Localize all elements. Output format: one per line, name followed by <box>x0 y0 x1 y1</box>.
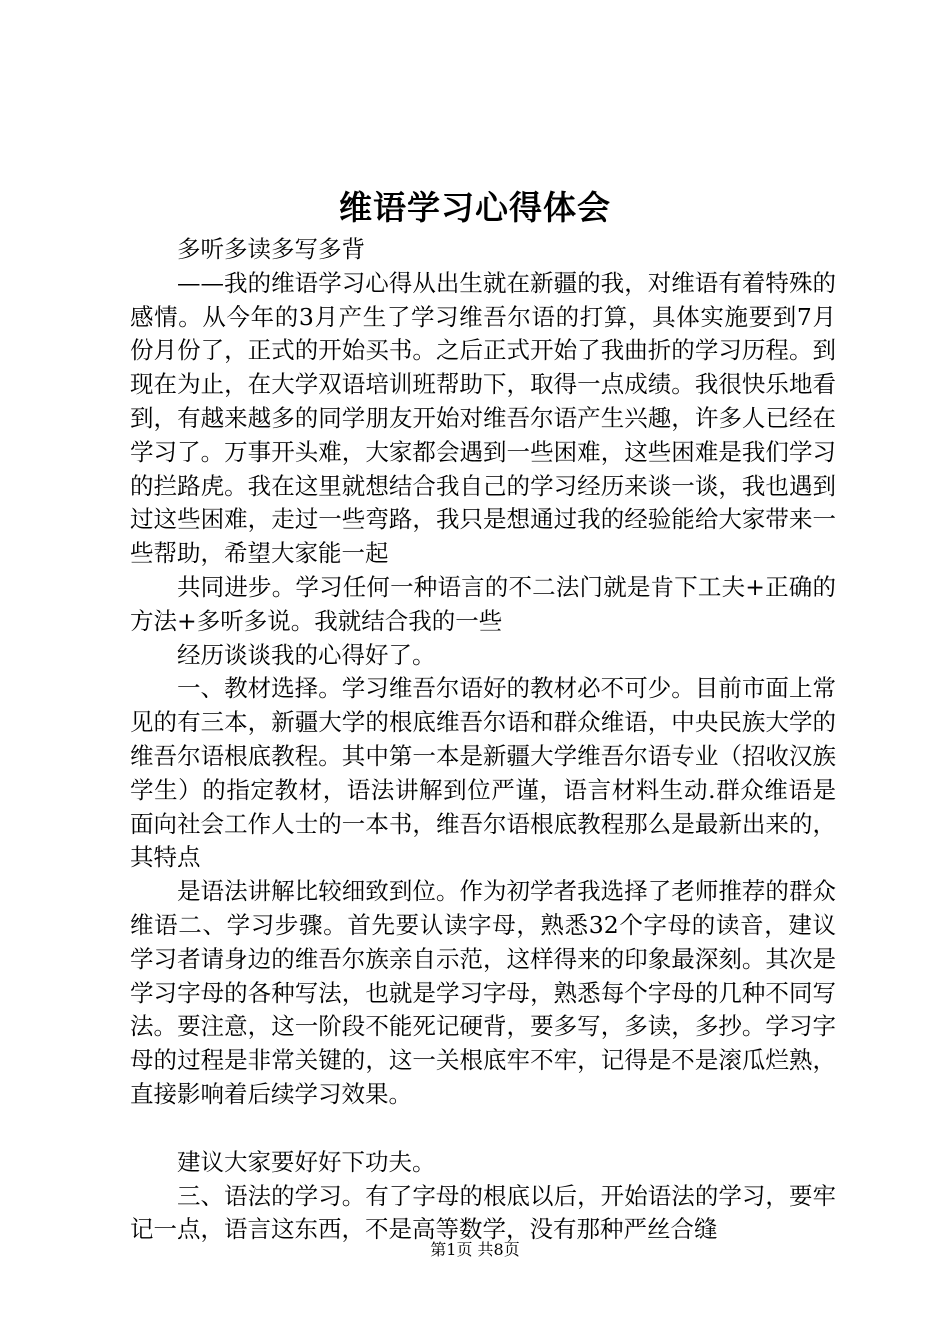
paragraph-progress: 共同进步。学习任何一种语言的不二法门就是肯下工夫+正确的方法+多听多说。我就结合我的一些 <box>130 572 836 635</box>
paragraph-gap <box>130 1112 836 1146</box>
paragraph-experience: 经历谈谈我的心得好了。 <box>177 640 436 669</box>
document-title: 维语学习心得体会 <box>339 188 611 227</box>
paragraph-advice: 建议大家要好好下功夫。 <box>177 1147 436 1176</box>
paragraph-subtitle: 多听多读多写多背 <box>177 235 365 263</box>
paragraph-steps: 是语法讲解比较细致到位。作为初学者我选择了老师推荐的群众维语二、学习步骤。首先要认读字母，熟悉32个字母的读音，建议学习者请身边的维吾尔族亲自示范，这样得来的印象最深刻。其次是学习字母的各种写法，也就是学习字母，熟悉每个字母的几种不同写法。要注意，这一阶段不能死记硬背，要多写，多读，多抄。学习字母的过程是非常关键的，这一关根底牢不牢，记得是不是滚瓜烂熟，直接影响着后续学习效果。 <box>130 877 836 1108</box>
page-footer: 第1页 共8页 <box>430 1240 520 1259</box>
paragraph-intro: ——我的维语学习心得从出生就在新疆的我，对维语有着特殊的感情。从今年的3月产生了学习维吾尔语的打算，具体实施要到7月份月份了，正式的开始买书。之后正式开始了我曲折的学习历程。到现在为止，在大学双语培训班帮助下，取得一点成绩。我很快乐地看到，有越来越多的同学朋友开始对维吾尔语产生兴趣，许多人已经在学习了。万事开头难，大家都会遇到一些困难，这些困难是我们学习的拦路虎。我在这里就想结合我自己的学习经历来谈一谈，我也遇到过这些困难，走过一些弯路，我只是想通过我的经验能给大家带来一些帮助，希望大家能一起 <box>130 268 836 568</box>
paragraph-textbook: 一、教材选择。学习维吾尔语好的教材必不可少。目前市面上常见的有三本，新疆大学的根底维吾尔语和群众维语，中央民族大学的维吾尔语根底教程。其中第一本是新疆大学维吾尔语专业（招收汉族学生）的指定教材，语法讲解到位严谨，语言材料生动.群众维语是面向社会工作人士的一本书，维吾尔语根底教程那么是最新出来的，其特点 <box>130 674 836 872</box>
paragraph-grammar: 三、语法的学习。有了字母的根底以后，开始语法的学习，要牢记一点，语言这东西，不是高等数学，没有那种严丝合缝 <box>130 1181 836 1244</box>
document-body <box>130 233 836 1247</box>
